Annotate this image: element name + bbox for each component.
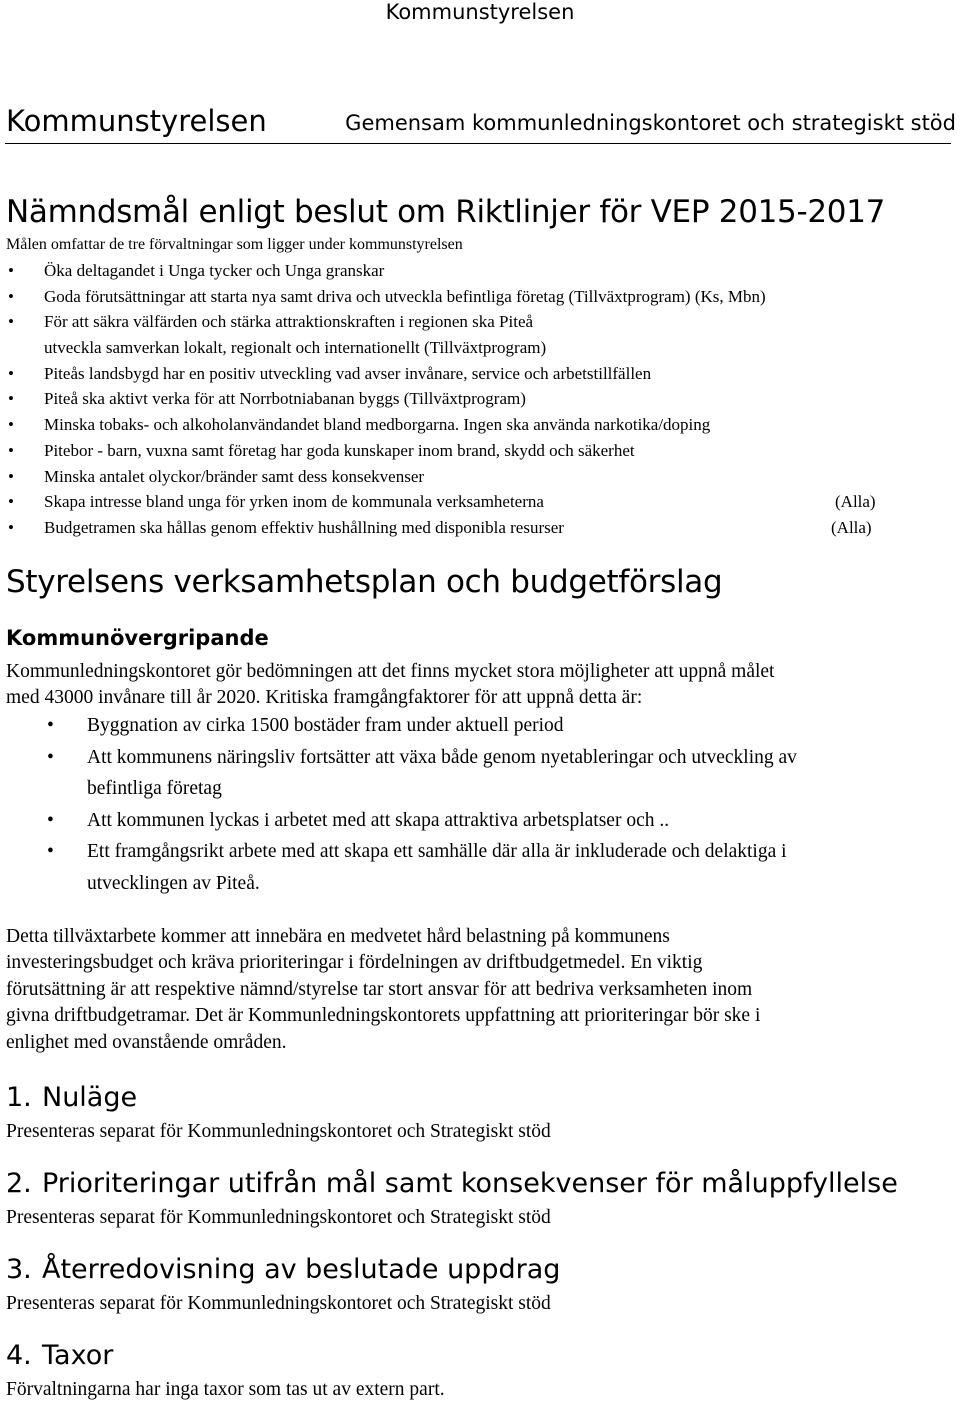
bullet-icon: • — [8, 466, 14, 486]
plan-heading: Styrelsens verksamhetsplan och budgetförslag — [6, 564, 723, 600]
header-right-title: Gemensam kommunledningskontoret och strategiskt stöd — [345, 111, 956, 135]
list-item: • Pitebor - barn, vuxna samt företag har goda kunskaper inom brand, skydd och säkerhet — [0, 438, 960, 464]
bullet-icon: • — [8, 440, 14, 460]
section-text: Presenteras separat för Kommunledningskontoret och Strategiskt stöd — [6, 1293, 551, 1314]
list-item: • Skapa intresse bland unga för yrken inom de kommunala verksamheterna (Alla) — [0, 489, 960, 515]
list-item: • Byggnation av cirka 1500 bostäder fram under aktuell period — [0, 710, 960, 742]
bullet-icon: • — [47, 841, 54, 862]
bullet-icon: • — [47, 715, 54, 736]
list-item: • Budgetramen ska hållas genom effektiv hushållning med disponibla resurser (Alla) — [0, 515, 960, 541]
plan-paragraph: Kommunledningskontoret gör bedömningen att det finns mycket stora möjligheter att uppnå målet med 43000 invånare till år 2020. Kritiska framgångfaktorer för att uppnå detta är: — [6, 661, 775, 709]
section-heading: 2. Prioriteringar utifrån mål samt konsekvenser för måluppfyllelse — [6, 1168, 898, 1199]
bullet-icon: • — [8, 517, 14, 537]
list-item: • Piteås landsbygd har en positiv utveckling vad avser invånare, service och arbetstillfällen — [0, 361, 960, 387]
goals-heading: Nämndsmål enligt beslut om Riktlinjer för VEP 2015-2017 — [6, 194, 886, 230]
list-item: • Piteå ska aktivt verka för att Norrbotniabanan byggs (Tillväxtprogram) — [0, 386, 960, 412]
section-heading: 1. Nuläge — [6, 1082, 138, 1113]
list-item: • Goda förutsättningar att starta nya samt driva och utveckla befintliga företag (Tillväxtprogram) (Ks, Mbn) — [0, 284, 960, 310]
plan-subheading: Kommunövergripande — [6, 626, 269, 650]
list-item: • Att kommunens näringsliv fortsätter att växa både genom nyetableringar och utveckling av befintliga företag — [0, 742, 960, 805]
list-item: • Ett framgångsrikt arbete med att skapa ett samhälle där alla är inkluderade och delaktiga i utvecklingen av Piteå. — [0, 836, 960, 899]
section-heading: 3. Återredovisning av beslutade uppdrag — [6, 1254, 561, 1285]
section-heading: 4. Taxor — [6, 1340, 114, 1371]
list-item: • Minska tobaks- och alkoholanvändandet bland medborgarna. Ingen ska använda narkotika/doping — [0, 412, 960, 438]
list-item: • Att kommunen lyckas i arbetet med att skapa attraktiva arbetsplatser och .. — [0, 805, 960, 837]
goals-intro: Målen omfattar de tre förvaltningar som ligger under kommunstyrelsen — [6, 236, 463, 253]
bullet-icon: • — [47, 746, 54, 768]
header-divider — [5, 143, 951, 144]
alla-tag: (Alla) — [835, 492, 876, 512]
section-text: Presenteras separat för Kommunledningskontoret och Strategiskt stöd — [6, 1207, 551, 1228]
list-item: • För att säkra välfärden och stärka attraktionskraften i regionen ska Piteå utveckla samverkan lokalt, regionalt och internationellt (Tillväxtprogram) — [0, 309, 960, 360]
bullet-icon: • — [8, 286, 14, 306]
alla-tag: (Alla) — [831, 517, 872, 537]
bullet-icon: • — [8, 261, 14, 280]
header-left-title: Kommunstyrelsen — [6, 104, 267, 138]
bullet-icon: • — [8, 363, 14, 383]
bullet-icon: • — [8, 312, 14, 332]
bullet-icon: • — [47, 809, 54, 831]
factors-list — [0, 710, 960, 899]
bullet-icon: • — [8, 389, 14, 409]
plan-paragraph-2: Detta tillväxtarbete kommer att innebära en medvetet hård belastning på kommunens investeringsbudget och kräva prioriteringar i fördelningen av driftbudgetmedel. En viktig förutsättning är att respektive nämnd/styrelse tar stort ansvar för att bedriva verksamheten inom givna driftbudgetramar. Det är Kommunledningskontorets uppfattning att prioriteringar bör ske i enlighet med ovanstående områden. — [6, 926, 761, 1053]
running-header: Kommunstyrelsen — [385, 0, 575, 24]
list-item: • Minska antalet olyckor/bränder samt dess konsekvenser — [0, 464, 960, 490]
bullet-icon: • — [8, 492, 14, 512]
list-item: • Öka deltagandet i Unga tycker och Unga granskar — [0, 258, 960, 284]
bullet-icon: • — [8, 415, 14, 435]
section-text: Presenteras separat för Kommunledningskontoret och Strategiskt stöd — [6, 1121, 551, 1142]
goals-list — [0, 258, 960, 541]
section-text: Förvaltningarna har inga taxor som tas ut av extern part. — [6, 1379, 445, 1400]
